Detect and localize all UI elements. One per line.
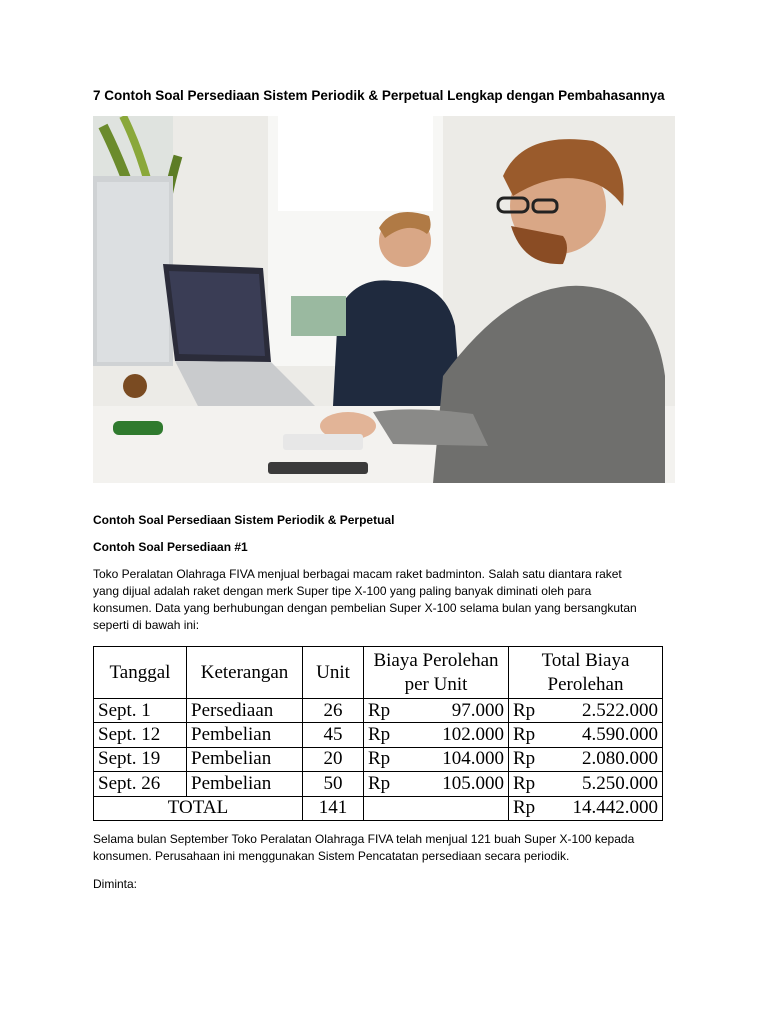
total-value: 2.080.000 xyxy=(582,748,658,770)
office-photo-illustration xyxy=(93,116,675,483)
cell-unit: 50 xyxy=(303,772,364,796)
intro-line: konsumen. Data yang berhubungan dengan pembelian Super X-100 selama bulan yang bersangkutan xyxy=(93,601,637,615)
total-label: TOTAL xyxy=(94,796,303,820)
cell-keterangan: Persediaan xyxy=(187,699,303,723)
cell-unit: 26 xyxy=(303,699,364,723)
intro-line: Toko Peralatan Olahraga FIVA menjual berbagai macam raket badminton. Salah satu diantara raket xyxy=(93,567,622,581)
total-value: 2.522.000 xyxy=(582,699,658,721)
cell-tanggal: Sept. 26 xyxy=(94,772,187,796)
biaya-value: 104.000 xyxy=(442,748,504,770)
closing-line: Selama bulan September Toko Peralatan Olahraga FIVA telah menjual 121 buah Super X-100 kepada xyxy=(93,832,635,846)
cell-keterangan: Pembelian xyxy=(187,747,303,771)
inventory-table xyxy=(93,646,663,821)
intro-line: seperti di bawah ini: xyxy=(93,618,200,632)
table-row xyxy=(94,772,663,796)
cell-total xyxy=(509,772,663,796)
page-title: 7 Contoh Soal Persediaan Sistem Periodik & Perpetual Lengkap dengan Pembahasannya xyxy=(93,88,665,103)
header-total-line1: Total Biaya xyxy=(541,649,630,671)
cell-total xyxy=(509,699,663,723)
intro-paragraph xyxy=(93,566,693,634)
biaya-value: 102.000 xyxy=(442,724,504,746)
cell-keterangan: Pembelian xyxy=(187,772,303,796)
closing-paragraph xyxy=(93,831,693,865)
header-unit: Unit xyxy=(303,647,364,699)
total-value: 4.590.000 xyxy=(582,724,658,746)
cell-biaya xyxy=(364,772,509,796)
header-total-line2: Perolehan xyxy=(547,673,624,695)
cell-unit: 45 xyxy=(303,723,364,747)
currency-label: Rp xyxy=(513,724,536,746)
biaya-value: 105.000 xyxy=(442,772,504,794)
header-tanggal: Tanggal xyxy=(94,647,187,699)
header-keterangan: Keterangan xyxy=(187,647,303,699)
currency-label: Rp xyxy=(513,748,536,770)
table-row xyxy=(94,747,663,771)
grand-total-value: 14.442.000 xyxy=(572,797,658,819)
cell-total xyxy=(509,723,663,747)
biaya-value: 97.000 xyxy=(451,699,504,721)
cell-unit: 20 xyxy=(303,747,364,771)
total-amount xyxy=(509,796,663,820)
example-heading: Contoh Soal Persediaan #1 xyxy=(93,540,248,554)
table-row xyxy=(94,723,663,747)
header-total xyxy=(509,647,663,699)
diminta-label xyxy=(93,876,693,893)
cell-tanggal: Sept. 19 xyxy=(94,747,187,771)
table-total-row xyxy=(94,796,663,820)
currency-label: Rp xyxy=(368,699,391,721)
currency-label: Rp xyxy=(513,797,536,819)
currency-label: Rp xyxy=(368,724,391,746)
cell-total xyxy=(509,747,663,771)
header-biaya-line1: Biaya Perolehan xyxy=(373,649,499,671)
currency-label: Rp xyxy=(368,772,391,794)
intro-line: yang dijual adalah raket dengan merk Super tipe X-100 yang paling banyak diminati oleh para xyxy=(93,584,592,598)
header-biaya xyxy=(364,647,509,699)
table-header-row xyxy=(94,647,663,699)
total-unit: 141 xyxy=(303,796,364,820)
cell-keterangan: Pembelian xyxy=(187,723,303,747)
total-biaya-empty xyxy=(364,796,509,820)
cell-biaya xyxy=(364,723,509,747)
table-row xyxy=(94,699,663,723)
cell-biaya xyxy=(364,699,509,723)
office-photo xyxy=(93,116,675,483)
total-value: 5.250.000 xyxy=(582,772,658,794)
header-biaya-line2: per Unit xyxy=(404,673,468,695)
closing-line: konsumen. Perusahaan ini menggunakan Sistem Pencatatan persediaan secara periodik. xyxy=(93,849,570,863)
diminta-text: Diminta: xyxy=(93,877,138,891)
cell-biaya xyxy=(364,747,509,771)
cell-tanggal: Sept. 12 xyxy=(94,723,187,747)
currency-label: Rp xyxy=(368,748,391,770)
currency-label: Rp xyxy=(513,772,536,794)
subtitle: Contoh Soal Persediaan Sistem Periodik & Perpetual xyxy=(93,513,395,527)
currency-label: Rp xyxy=(513,699,536,721)
cell-tanggal: Sept. 1 xyxy=(94,699,187,723)
